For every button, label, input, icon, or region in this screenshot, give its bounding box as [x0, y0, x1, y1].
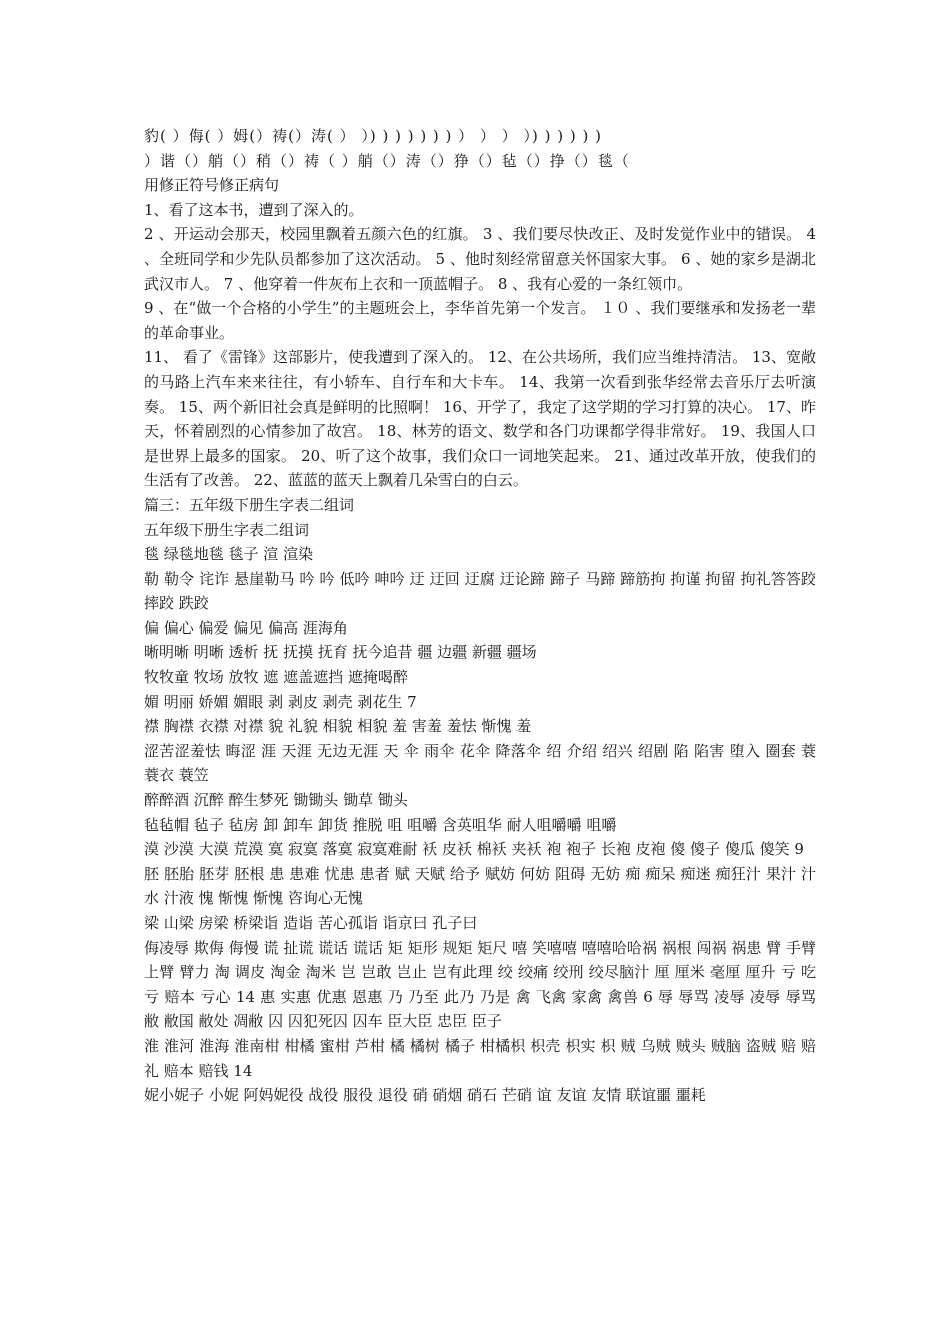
- document-body: [144, 124, 816, 1108]
- word-group-line: 淮 淮河 淮海 淮南柑 柑橘 蜜柑 芦柑 橘 橘树 橘子 柑橘枳 枳壳 枳实 枳 贼 乌贼 贼头 贼脑 盗贼 赔 赔礼 赔本 赔钱 14: [144, 1036, 816, 1080]
- bracket-exercise-line-1: 豹( ）侮( ）姆(）祷(）涛( ） ）) ) ) ) ) ) ) ） ） ） ）) ) ) ) ) ): [144, 127, 602, 145]
- sentence-items-11-22: 11、 看了《雷锋》这部影片，使我遭到了深入的。 12、在公共场所，我们应当维持清洁。 13、宽敞的马路上汽车来来往往，有小轿车、自行车和大卡车。 14、我第一次看到张华经常去音乐厅去听演奏。 15、两个新旧社会真是鲜明的比照啊！ 16、开学了，我定了这学期的学习打算的决心。 17、昨天，怀着剧烈的心情参加了故宫。 18、林芳的语文、数学和各门功课都学得非常好。 19、我国人口是世界上最多的国家。 20、听了这个故事，我们众口一词地笑起来。 21、通过改革开放，使我们的生活有了改善。 22、蓝蓝的蓝天上飘着几朵雪白的白云。: [144, 348, 816, 490]
- word-group-line: 毡毡帽 毡子 毡房 卸 卸车 卸货 推脱 咀 咀嚼 含英咀华 耐人咀嚼嚼 咀嚼: [144, 815, 617, 834]
- section-heading-correction: 用修正符号修正病句: [144, 176, 280, 195]
- word-group-line: 毯 绿毯地毯 毯子 渲 渲染: [144, 545, 314, 564]
- word-group-line: 胚 胚胎 胚芽 胚根 患 患难 忧患 患者 赋 天赋 给予 赋妨 何妨 阻碍 无妨 痴 痴呆 痴迷 痴狂汁 果汁 汁水 汁液 愧 惭愧 惭愧 咨询心无愧: [144, 864, 816, 908]
- sentence-items-9-10: 9 、在“做一个合格的小学生”的主题班会上，李华首先第一个发言。 １０ 、我们要继承和发扬老一辈的革命事业。: [144, 299, 816, 342]
- word-group-line: 醉醉酒 沉醉 醉生梦死 锄锄头 锄草 锄头: [144, 791, 408, 810]
- sentence-items-2-8: 2 、开运动会那天，校园里飘着五颜六色的红旗。 3 、我们要尽快改正、及时发觉作业中的错误。 4 、全班同学和少先队员都参加了这次活动。 5 、他时刻经常留意关怀国家大事。 6 、她的家乡是湖北武汉市人。 7 、他穿着一件灰布上衣和一顶蓝帽子。 8 、我有心爱的一条红领巾。: [144, 225, 816, 293]
- word-group-line: 梁 山梁 房梁 桥梁诣 造诣 苦心孤诣 诣京曰 孔子曰: [144, 914, 478, 932]
- bracket-exercise-line-2: ）谐（）艄（）稍（）祷（ ）艄（）涛（）狰（）毡（）挣（）毯（: [144, 151, 630, 170]
- word-group-line: 晰明晰 明晰 透析 抚 抚摸 抚育 抚今追昔 疆 边疆 新疆 疆场: [144, 643, 537, 662]
- sub-heading-word-table: 五年级下册生字表二组词: [144, 520, 310, 539]
- word-group-line: 媚 明丽 娇媚 媚眼 剥 剥皮 剥壳 剥花生 7: [144, 692, 417, 711]
- word-group-line: 偏 偏心 偏爱 偏见 偏高 涯海角: [144, 618, 348, 637]
- word-group-line: 牧牧童 牧场 放牧 遮 遮盖遮挡 遮掩喝醉: [144, 668, 408, 687]
- word-group-line: 侮凌辱 欺侮 侮慢 谎 扯谎 谎话 谎话 矩 矩形 规矩 矩尺 嘻 笑嘻嘻 嘻嘻哈哈祸 祸根 闯祸 祸患 臂 手臂 上臂 臂力 淘 调皮 淘金 淘米 岂 岂敢 岂止 岂有此理 绞 绞痛 绞刑 绞尽脑汁 厘 厘米 毫厘 厘升 亏 吃亏 赔本 亏心 14 惠 实惠 优惠 恩惠 乃 乃至 此乃 乃是 禽 飞禽 家禽 禽兽 6 辱 辱骂 凌辱 凌辱 辱骂 敝 敝国 敝处 凋敝 囚 囚犯死囚 囚车 臣大臣 忠臣 臣子: [144, 938, 816, 1031]
- word-group-line: 妮小妮子 小妮 阿妈妮役 战役 服役 退役 硝 硝烟 硝石 芒硝 谊 友谊 友情 联谊噩 噩耗: [144, 1086, 706, 1105]
- sentence-item-1: 1、看了这本书，遭到了深入的。: [144, 200, 364, 219]
- word-group-line: 勒 勒令 诧诈 悬崖勒马 吟 吟 低吟 呻吟 迂 迂回 迂腐 迂论蹄 蹄子 马蹄 蹄筋拘 拘谨 拘留 拘礼答答跤 摔跤 跌跤: [144, 569, 816, 613]
- word-group-line: 襟 胸襟 衣襟 对襟 貌 礼貌 相貌 相貌 羞 害羞 羞怯 惭愧 羞: [144, 717, 532, 736]
- section-heading-part-three: 篇三：五年级下册生字表二组词: [144, 495, 355, 514]
- word-group-line: 涩苦涩羞怯 晦涩 涯 天涯 无边无涯 天 伞 雨伞 花伞 降落伞 绍 介绍 绍兴 绍剧 陷 陷害 堕入 圈套 蓑 蓑衣 蓑笠: [144, 741, 816, 785]
- word-group-line: 漠 沙漠 大漠 荒漠 寞 寂寞 落寞 寂寞难耐 袄 皮袄 棉袄 夹袄 袍 袍子 长袍 皮袍 傻 傻子 傻瓜 傻笑 9: [144, 840, 804, 859]
